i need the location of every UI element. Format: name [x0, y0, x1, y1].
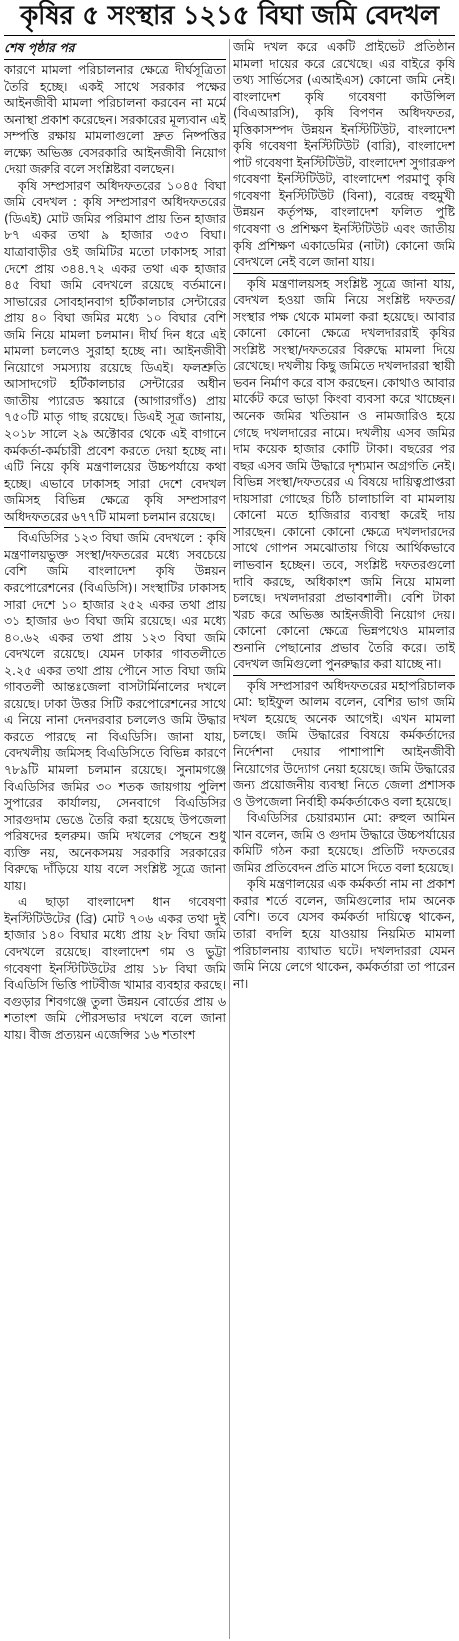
continued-from-label: শেষ পৃষ্ঠার পর — [4, 40, 75, 55]
article-paragraph: বিএডিসির ১২৩ বিঘা জমি বেদখলে : কৃষি মন্ত্রণালয়ভুক্ত সংস্থা/দফতরের মধ্যে সবচেয়ে বেশি জমি বাংলাদেশ কৃষি উন্নয়ন করপোরেশনের (বিএডিসি)। সংস্থাটির ঢাকাসহ সারা দেশে ১০ হাজার ২৫২ একর তথা প্রায় ৩১ হাজার ৬৩ বিঘা জমি রয়েছে। এর মধ্যে ৪০.৬২ একর তথা প্রায় ১২৩ বিঘা জমি বেদখলে রয়েছে। যেমন ঢাকার গাবতলীতে ২.২৫ একর তথা প্রায় পৌনে সাত বিঘা জমি গাবতলী আন্তঃজেলা বাসটার্মিনালের দখলে রয়েছে। ঢাকা উত্তর সিটি করপোরেশনের সাথে এ নিয়ে নানা দেনদরবার চললেও জমি উদ্ধার করতে পারছে না বিএডিসি। জানা যায়, বেদখলীয় জমিসহ বিএডিসিতে বিভিন্ন কারণে ৭৮৯টি মামলা চলমান রয়েছে। সুনামগঞ্জে বিএডিসির জমির ৩০ শতক জায়গায় পুলিশ সুপারের কার্যালয়, সেনবাগে বিএডিসির সারগুদাম ভেঙে তৈরি করা হয়েছে উপজেলা পরিষদের হলরুম। জমি দখলের পেছনে শুধু ব্যক্তি নয়, অনেকসময় সরকারি সরকারের বিরুদ্ধে দাঁড়িয়ে যায় বলে সংশ্লিষ্ট সূত্রে জানা যায়। — [4, 527, 226, 894]
article-paragraph: কৃষি মন্ত্রণালয়ের এক কর্মকর্তা নাম না প্রকাশ করার শর্তে বলেন, জমিগুলোর দাম অনেক বেশি। তবে যেসব কর্মকর্তা দায়িত্বে থাকেন, তারা বদলি হয়ে যাওয়ায় নিয়মিত মামলা পরিচালনায় ব্যাঘাত ঘটে। দখলদাররা যেমন জমি নিয়ে লেগে থাকেন, কর্মকর্তারা তা পারেন না। — [233, 877, 455, 991]
article-paragraph: কৃষি মন্ত্রণালয়সহ সংশ্লিষ্ট সূত্রে জানা যায়, বেদখল হওয়া জমি নিয়ে সংশ্লিষ্ট দফতর/সংস্থার পক্ষ থেকে মামলা করা হয়েছে। আবার কোনো কোনো ক্ষেত্রে দখলদাররাই কৃষির সংশ্লিষ্ট সংস্থা/দফতরের বিরুদ্ধে মামলা দিয়ে রেখেছে। দখলীয় কিছু জমিতে দখলদাররা স্থায়ী ভবন নির্মাণ করে বাস করছেন। কোথাও আবার মার্কেট করে ভাড়া কিংবা ব্যবসা করে খাচ্ছেন। অনেক জমির খতিয়ান ও নামজারিও হয়ে গেছে দখলদারের নামে। দখলীয় এসব জমির দাম কয়েক হাজার কোটি টাকা। বছরের পর বছর এসব জমি উদ্ধারে দৃশ্যমান অগ্রগতি নেই। বিভিন্ন সংস্থা/দফতরের এ বিষয়ে দায়িত্বপ্রাপ্তরা দায়সারা গোছের চিঠি চালাচালি বা মামলায় কোনো মতে হাজিরার ব্যবস্থা করেই দায় সারছেন। কোনো কোনো ক্ষেত্রে দখলদারদের সাথে গোপন সমঝোতায় গিয়ে আর্থিকভাবে লাভবান হচ্ছেন। তবে, সংশ্লিষ্ট দফতরগুলো দাবি করছে, অধিকাংশ জমি নিয়ে মামলা চলছে। দখলদাররা প্রভাবশালী। বেশি টাকা খরচ করে অভিজ্ঞ আইনজীবী নিয়োগ দেয়। কোনো কোনো ক্ষেত্রে ভিন্নপথেও মামলার শুনানি পেছানোর প্রভাব তৈরি করে। তাই বেদখল জমিগুলো পুনরুদ্ধার করা যাচ্ছে না। — [233, 273, 455, 673]
headline-rule — [4, 35, 455, 36]
right-column — [233, 39, 455, 1639]
article-paragraph: এ ছাড়া বাংলাদেশ ধান গবেষণা ইনস্টিটিউটের (ব্রি) মোট ৭০৬ একর তথা দুই হাজার ১৪০ বিঘার মধ্যে প্রায় ২৮ বিঘা জমি বেদখলে রয়েছে। বাংলাদেশ গম ও ভুট্টা গবেষণা ইনস্টিটিউটের প্রায় ১৮ বিঘা জমি বিএডিসি ভিত্তি পাটবীজ খামার ব্যবহার করছে। বগুড়ার শিবগঞ্জে তুলা উন্নয়ন বোর্ডের প্রায় ৬ শতাংশ জমি পৌরসভার দখলে বলে জানা যায়। বীজ প্রত্যয়ন এজেন্সির ১৬ শতাংশ — [4, 895, 226, 1042]
article-paragraph: কারণে মামলা পরিচালনার ক্ষেত্রে দীর্ঘসূত্রিতা তৈরি হচ্ছে। একই সাথে সরকার পক্ষের আইনজীবী মামলা পরিচালনা করবেন না মর্মে অনাস্থা প্রকাশ করেছেন। সরকারের মূল্যবান এই সম্পত্তি রক্ষায় মামলাগুলো দ্রুত নিষ্পত্তির লক্ষ্যে অভিজ্ঞ বেসরকারি আইনজীবী নিয়োগ দেয়া জরুরি বলে সংশ্লিষ্টরা বলছেন। — [4, 59, 226, 178]
article-paragraph: কৃষি সম্প্রসারণ অধিদফতরের মহাপরিচালক মো: ছাইফুল আলম বলেন, বেশির ভাগ জমি দখল হয়েছে অনেক আগেই। এখন মামলা চলছে। জমি উদ্ধারের বিষয়ে কর্মকর্তাদের নির্দেশনা দেয়ার পাশাপাশি আইনজীবী নিয়োগের উদ্যোগ নেয়া হয়েছে। জমি উদ্ধারের জন্য প্রয়োজনীয় ব্যবস্থা নিতে জেলা প্রশাসক ও উপজেলা নির্বাহী কর্মকর্তাকেও বলা হয়েছে। — [233, 675, 455, 810]
article-paragraph: বিএডিসির চেয়ারম্যান মো: রুহুল আমিন খান বলেন, জমি ও গুদাম উদ্ধারে উচ্চপর্যায়ের কমিটি গঠন করা হয়েছে। প্রতিটি দফতরের জমির প্রতিবেদন প্রতি মাসে দিতে বলা হয়েছে। — [233, 811, 455, 875]
article-paragraph: জমি দখল করে একটি প্রাইভেট প্রতিষ্ঠান মামলা দায়ের করে রেখেছে। এর বাইরে কৃষি তথ্য সার্ভিসের (এআইএস) কোনো জমি নেই। বাংলাদেশ কৃষি গবেষণা কাউন্সিল (বিএআরসি), কৃষি বিপণন অধিদফতর, মৃত্তিকাসম্পদ উন্নয়ন ইনস্টিটিউট, বাংলাদেশ কৃষি গবেষণা ইনস্টিটিউট (বারি), বাংলাদেশ পাট গবেষণা ইনস্টিটিউট, বাংলাদেশ সুগারক্রপ গবেষণা ইনস্টিটিউট, বাংলাদেশ পরমাণু কৃষি গবেষণা ইনস্টিটিউট (বিনা), বরেন্দ্র বহুমুখী উন্নয়ন কর্তৃপক্ষ, বাংলাদেশ ফলিত পুষ্টি গবেষণা ও প্রশিক্ষণ ইনস্টিটিউট এবং জাতীয় কৃষি প্রশিক্ষণ একাডেমির (নাটা) কোনো জমি বেদখলে নেই বলে জানা যায়। — [233, 40, 455, 270]
column-divider — [229, 39, 230, 1639]
headline: কৃষির ৫ সংস্থার ১২১৫ বিঘা জমি বেদখল — [20, 1, 439, 31]
left-column — [4, 39, 226, 1639]
article-paragraph: কৃষি সম্প্রসারণ অধিদফতরের ১০৪৫ বিঘা জমি বেদখল : কৃষি সম্প্রসারণ অধিদফতরের (ডিএই) মোট জমির পরিমাণ প্রায় তিন হাজার ৮৭ একর তথা ৯ হাজার ৩৫৩ বিঘা। যাত্রাবাড়ীর ওই জমিটির মতো ঢাকাসহ সারা দেশে প্রায় ৩৪৪.৭২ একর তথা এক হাজার ৪৫ বিঘা জমি বেদখলে রয়েছে বর্তমানে। সাভারের সোবহানবাগ হর্টিকালচার সেন্টারের প্রায় ৪০ বিঘা জমির মধ্যে ১০ বিঘার বেশি জমি নিয়ে মামলা চলমান। দীর্ঘ দিন ধরে এই মামলা চললেও সুরাহা হচ্ছে না। আইনজীবী নিয়োগে সমস্যায় রয়েছে ডিএই। ফলশ্রুতি আসাদগেট হর্টিকালচার সেন্টারের অধীন জাতীয় প্যারেড স্কয়ারে (আগারগাঁও) প্রায় ৭৫০টি মাতৃ গাছ রয়েছে। ডিএই সূত্র জানায়, ২০১৮ সালে ২৯ অক্টোবর থেকে এই বাগানে কর্মকর্তা-কর্মচারী প্রবেশ করতে দেয়া হচ্ছে না। এটি নিয়ে কৃষি মন্ত্রণালয়ের উচ্চপর্যায়ে কথা হচ্ছে। এভাবে ঢাকাসহ সারা দেশে বেদখল জমিসহ বিভিন্ন ক্ষেত্রে কৃষি সম্প্রসারণ অধিদফতরের ৬৭৭টি মামলা চলমান রয়েছে। — [4, 178, 226, 524]
